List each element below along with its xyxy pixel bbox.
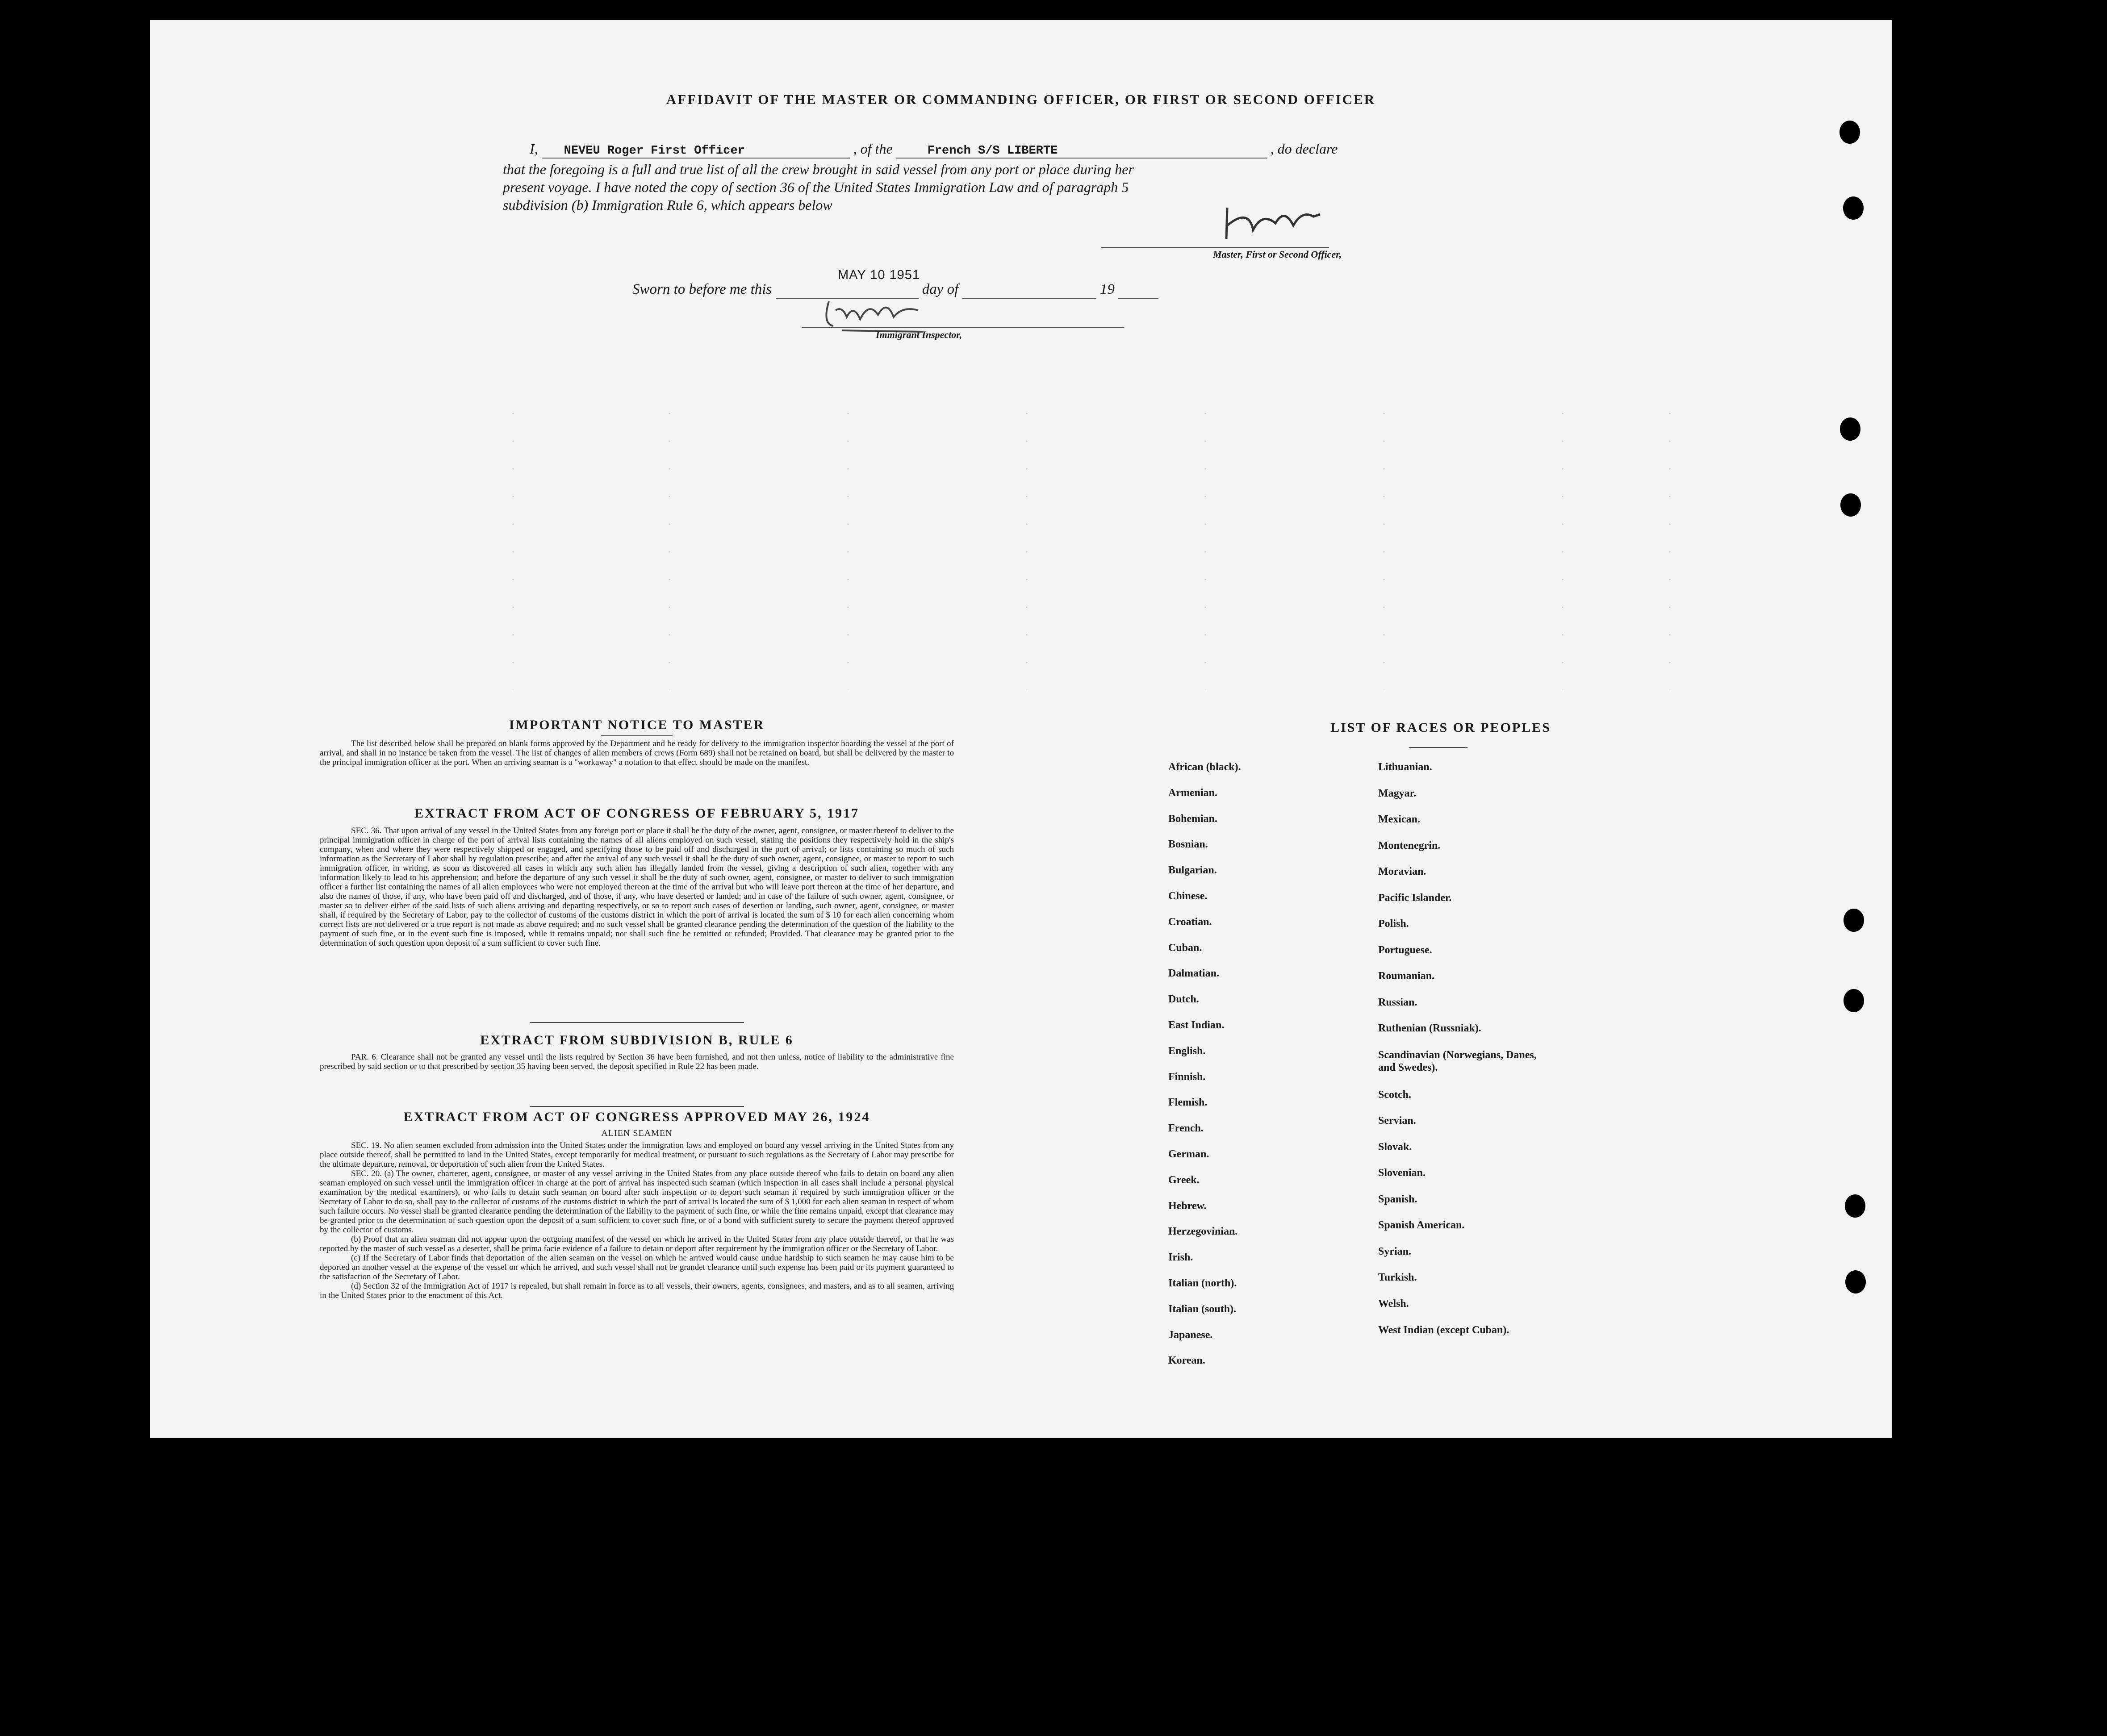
race-item: Cuban. <box>1168 942 1202 954</box>
extract3-paragraph: SEC. 20. (a) The owner, charterer, agent, consignee, or master of any vessel arriving in the United States from any place outside thereof who fails to detain on board any alien seaman employed on such vessel until the immigration officer in charge at the port of arrival has inspected such seaman (which inspection in all cases shall include a personal physical examination by the medical examiners), or who fails to detain such seaman on board after such inspection or to deport such seaman if required by such immigration officer or the Secretary of Labor to do so, shall pay to the collector of customs of the customs district in which the port of arrival is located the sum of $ 1,000 for each alien seaman in respect of whom such failure occurs. No vessel shall be granted clearance pending the determination of the liability to the payment of such fine, or while the fine remains unpaid, except that clearance may be granted prior to the determination of such question upon the deposit of a sum sufficient to cover such fine, or of a bond with sufficient surety to secure the payment thereof approved by the collector of customs. <box>320 1169 954 1235</box>
i-label: I, <box>530 141 538 157</box>
race-item: West Indian (except Cuban). <box>1378 1324 1509 1336</box>
binder-hole <box>1844 989 1864 1012</box>
of-the-label: , of the <box>853 141 893 157</box>
race-item: Herzegovinian. <box>1168 1226 1238 1238</box>
extract3-title: EXTRACT FROM ACT OF CONGRESS APPROVED MAY 26, 1924 <box>403 1110 870 1124</box>
races-title: LIST OF RACES OR PEOPLES <box>1330 720 1551 735</box>
binder-hole <box>1839 121 1860 144</box>
race-item: Italian (south). <box>1168 1303 1237 1315</box>
binder-hole <box>1843 196 1864 220</box>
dotted-rule <box>668 400 671 690</box>
vessel-name: French S/S LIBERTE <box>896 144 1267 159</box>
race-item: Welsh. <box>1378 1298 1409 1310</box>
race-item: Syrian. <box>1378 1245 1412 1257</box>
notice-title: IMPORTANT NOTICE TO MASTER <box>509 718 765 732</box>
race-item: Mexican. <box>1378 814 1420 825</box>
extract3-subtitle: ALIEN SEAMEN <box>601 1128 673 1138</box>
dotted-rule <box>847 400 849 690</box>
race-item: Pacific Islander. <box>1378 892 1452 904</box>
do-declare-label: , do declare <box>1270 141 1338 157</box>
dotted-rule <box>1383 400 1385 690</box>
declaration-line <box>530 141 1503 159</box>
officer-signature <box>1217 199 1325 252</box>
race-item: Scandinavian (Norwegians, Danes, and Swedes). <box>1378 1049 1537 1073</box>
race-item: Bulgarian. <box>1168 864 1217 876</box>
race-item: Bosnian. <box>1168 839 1208 851</box>
extract1-text: SEC. 36. That upon arrival of any vessel in the United States from any foreign port or place it shall be the duty of the owner, agent, consignee, or master thereof to deliver to the principal immigration officer in charge of the port of arrival lists containing the names of all aliens employed on such vessel, stating the positions they respectively hold in the ship's company, when and where they were respectively shipped or engaged, and specifying those to be paid off and discharged in the port of arrival; or lists containing so much of such information as the Secretary of Labor shall by regulation prescribe; and after the arrival of any such vessel it shall be the duty of such owner, agent, consignee, or master to report to such immigration officer, in writing, as soon as discovered all cases in which any such alien has illegally landed from the vessel, giving a description of such alien, together with any information likely to lead to his apprehension; and before the departure of any such vessel it shall be the duty of such owner, agent, consignee, or master to deliver to such immigration officer a further list containing the names of all alien employees who were not employed thereon at the time of the arrival but who will leave port thereon at the time of her departure, and also the names of those, if any, who have been paid off and discharged, and of those, if any, who have deserted or landed; and in case of the failure of such owner, agent, consignee, or master so to deliver either of the said lists of such aliens arriving and departing respectively, or so to report such cases of desertion or landing, such owner, agent, consignee, or master shall, if required by the Secretary of Labor, pay to the collector of customs of the customs district in which the port of arrival is located the sum of $ 10 for each alien concerning whom correct lists are not delivered or a true report is not made as above required; and no such vessel shall be granted clearance pending the determination of the question of the liability to the payment of such fine, or in the event such fine is imposed, while it remains unpaid; nor shall such fine be remitted or refunded; Provided. That clearance may be granted prior to the determination of such question upon deposit of a sum sufficient to cover such fine. <box>320 826 954 948</box>
dotted-rule <box>1561 400 1564 690</box>
extract2-text: PAR. 6. Clearance shall not be granted any vessel until the lists required by Section 36 have been furnished, and not then unless, notice of liability to the administrative fine prescribed by said section or to that prescribed by section 35 having been served, the deposit specified in Rule 22 has been made. <box>320 1052 954 1071</box>
notice-text: The list described below shall be prepared on blank forms approved by the Department and be ready for delivery to the immigration inspector boarding the vessel at the port of arrival, and shall in no instance be taken from the vessel. The list of changes of alien members of crews (Form 689) shall not be retained on board, but shall be delivered by the master to the principal immigration officer at the port. When an arriving seaman is a "workaway" a notation to that effect should be made on the manifest. <box>320 739 954 767</box>
binder-hole <box>1840 417 1860 441</box>
race-item: Russian. <box>1378 996 1417 1008</box>
binder-hole <box>1845 1194 1865 1218</box>
races-right-column <box>1378 761 1552 1336</box>
race-item: Chinese. <box>1168 890 1208 902</box>
officer-caption: Master, First or Second Officer, <box>1213 249 1342 260</box>
race-item: Polish. <box>1378 918 1409 930</box>
binder-hole <box>1844 909 1864 932</box>
races-rule <box>1409 747 1467 748</box>
race-item: Turkish. <box>1378 1272 1417 1283</box>
inspector-signature-line <box>802 327 1124 328</box>
race-item: Spanish. <box>1378 1193 1417 1205</box>
day-of-label: day of <box>922 281 959 297</box>
extract3-body <box>320 1141 954 1300</box>
extract2-rule <box>530 1106 744 1107</box>
year-prefix: 19 <box>1099 281 1115 297</box>
extract3-paragraph: (c) If the Secretary of Labor finds that deportation of the alien seaman on the vessel on which he arrived would cause undue hardship to such seamen he may cause him to be deported an another vessel at the expense of the vessel on which he arrived, and such vessel shall not be grandet clearance until such expense has been paid or its payment guaranteed to the satisfaction of the Secretary of Labor. <box>320 1253 954 1281</box>
race-item: Spanish American. <box>1378 1219 1465 1231</box>
race-item: Flemish. <box>1168 1097 1208 1109</box>
sworn-text: Sworn to before me this <box>632 281 772 297</box>
race-item: Lithuanian. <box>1378 761 1432 773</box>
dotted-rule <box>512 400 514 690</box>
race-item: Korean. <box>1168 1355 1205 1367</box>
sworn-year-blank <box>1118 281 1158 299</box>
race-item: Servian. <box>1378 1115 1416 1127</box>
race-item: East Indian. <box>1168 1019 1225 1031</box>
races-left-column <box>1168 761 1338 1381</box>
declaration-body-line: that the foregoing is a full and true list of all the crew brought in said vessel from any port or place during her <box>503 161 1134 177</box>
race-item: Croatian. <box>1168 916 1212 928</box>
document-page <box>150 20 1892 1438</box>
race-item: Greek. <box>1168 1174 1200 1186</box>
race-item: Magyar. <box>1378 787 1417 799</box>
binder-hole <box>1845 1270 1866 1294</box>
officer-signature-line <box>1101 247 1329 248</box>
race-item: Ruthenian (Russniak). <box>1378 1022 1481 1034</box>
declaration-body-line: present voyage. I have noted the copy of section 36 of the United States Immigration Law and of paragraph 5 <box>503 179 1129 195</box>
race-item: Roumanian. <box>1378 970 1435 982</box>
binder-hole <box>1840 493 1861 517</box>
extract3-paragraph: SEC. 19. No alien seamen excluded from admission into the United States under the immigration laws and employed on board any vessel arriving in the United States from any place outside thereof, shall be permitted to land in the United States, except temporarily for medical treatment, or pursuant to such regulations as the Secretary of Labor may prescribe for the ultimate departure, removal, or deportation of such alien from the United States. <box>320 1141 954 1169</box>
extract1-title: EXTRACT FROM ACT OF CONGRESS OF FEBRUARY 5, 1917 <box>414 806 860 821</box>
extract1-rule <box>530 1022 744 1023</box>
inspector-caption: Immigrant Inspector, <box>876 329 962 340</box>
race-item: Hebrew. <box>1168 1200 1207 1212</box>
extract3-paragraph: (b) Proof that an alien seaman did not appear upon the outgoing manifest of the vessel on which he arrived in the United States from any place outside thereof, or that he was reported by the master of such vessel as a deserter, shall be prima facie evidence of a failure to detain or deport after requirement by the immigration officer or the Secretary of Labor. <box>320 1235 954 1253</box>
race-item: Dalmatian. <box>1168 968 1219 980</box>
dotted-rule <box>1204 400 1207 690</box>
race-item: Moravian. <box>1378 866 1426 877</box>
race-item: French. <box>1168 1123 1204 1135</box>
declarant-name: NEVEU Roger First Officer <box>542 144 850 159</box>
declaration-body-line: subdivision (b) Immigration Rule 6, which appears below <box>503 197 832 213</box>
race-item: English. <box>1168 1045 1206 1057</box>
date-stamp: MAY 10 1951 <box>838 268 920 282</box>
race-item: Portuguese. <box>1378 944 1432 956</box>
race-item: German. <box>1168 1148 1209 1160</box>
notice-rule <box>601 735 673 736</box>
race-item: Armenian. <box>1168 787 1217 799</box>
race-item: Dutch. <box>1168 993 1199 1006</box>
dotted-rule <box>1668 400 1671 690</box>
race-item: Finnish. <box>1168 1071 1206 1083</box>
affidavit-title: AFFIDAVIT OF THE MASTER OR COMMANDING OFFICER, OR FIRST OR SECOND OFFICER <box>666 92 1376 107</box>
dotted-rule <box>1025 400 1028 690</box>
race-item: Japanese. <box>1168 1329 1213 1341</box>
race-item: Scotch. <box>1378 1089 1411 1101</box>
race-item: Montenegrin. <box>1378 839 1441 851</box>
race-item: Slovak. <box>1378 1141 1412 1153</box>
race-item: Irish. <box>1168 1252 1193 1264</box>
extract2-title: EXTRACT FROM SUBDIVISION B, RULE 6 <box>480 1033 794 1047</box>
race-item: Italian (north). <box>1168 1277 1237 1289</box>
sworn-month-blank <box>962 281 1096 299</box>
race-item: Bohemian. <box>1168 813 1218 825</box>
declaration-body <box>503 160 1485 214</box>
extract3-paragraph: (d) Section 32 of the Immigration Act of 1917 is repealed, but shall remain in force as to all vessels, their owners, agents, consignees, and masters, and as to all seamen, arriving in the United States prior to the enactment of this Act. <box>320 1281 954 1300</box>
race-item: Slovenian. <box>1378 1167 1426 1179</box>
race-item: African (black). <box>1168 761 1241 773</box>
